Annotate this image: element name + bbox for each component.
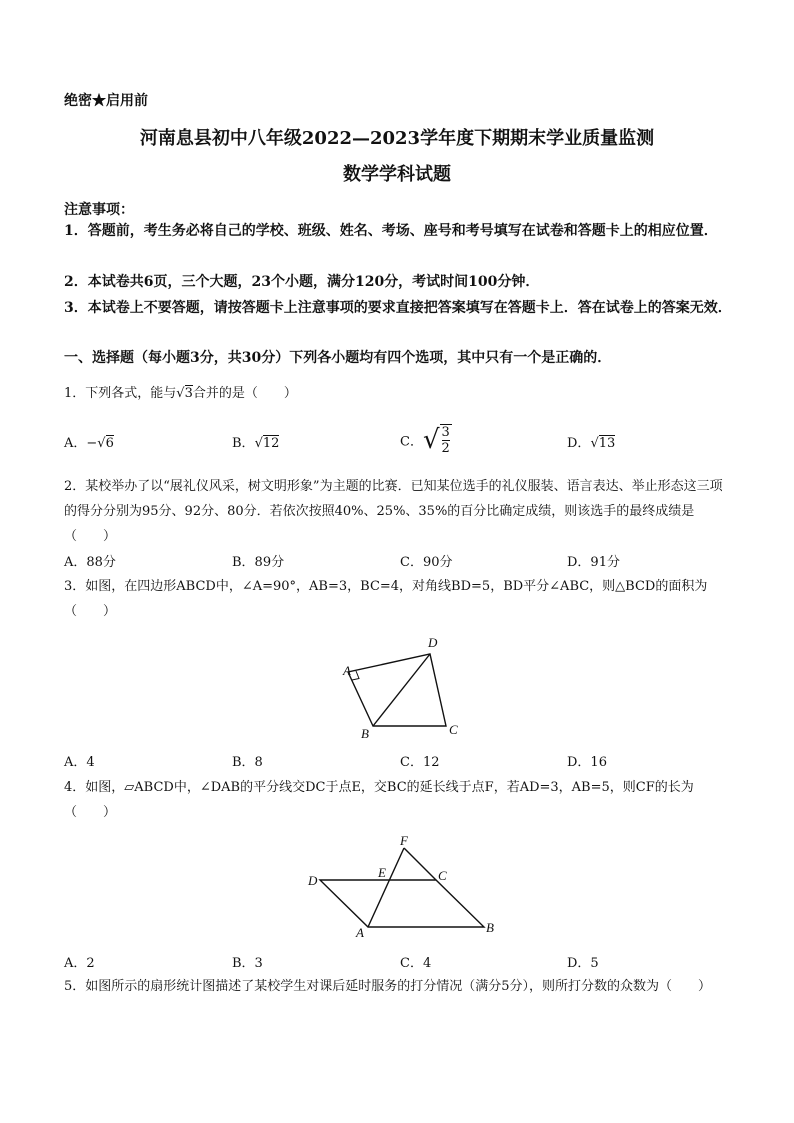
quadrilateral-abcd — [348, 654, 446, 726]
label-d: D — [308, 873, 318, 888]
q4-parallelogram-figure — [300, 830, 500, 942]
q4-option-b[interactable]: B．3 — [232, 956, 263, 971]
label-a: A — [343, 663, 351, 678]
right-angle-mark — [352, 671, 359, 680]
label-b: B — [361, 726, 369, 741]
parallelogram-abcd — [320, 880, 484, 927]
notes-heading: 注意事项： — [64, 202, 134, 218]
q2-option-a[interactable]: A．88分 — [64, 555, 116, 570]
sqrt-sign: √ — [97, 436, 106, 451]
fraction: $\frac{3}{2}$ — [441, 425, 450, 456]
sqrt-sign: √ — [590, 436, 599, 451]
label-f: F — [400, 833, 408, 848]
sqrt-expression — [176, 381, 193, 406]
q3-option-d[interactable]: D．16 — [567, 755, 607, 770]
sqrt-sign: √ — [176, 386, 185, 401]
exam-title: 河南息县初中八年级2022—2023学年度下期期末学业质量监测 — [139, 128, 655, 149]
q3-option-c[interactable]: C．12 — [400, 755, 440, 770]
question-3-stem: 3．如图，在四边形ABCD中，∠A=90°，AB=3，BC=4，对角线BD=5，BD平分∠ABC，则△BCD的面积为（ ） — [64, 579, 708, 619]
label-d: D — [428, 635, 438, 650]
label-c: C — [449, 722, 458, 737]
label-e: E — [378, 865, 386, 880]
bisector-af — [368, 848, 404, 927]
q1-option-d[interactable]: D．√13 — [567, 436, 616, 451]
label-a: A — [356, 925, 364, 940]
q4-option-d[interactable]: D．5 — [567, 956, 599, 971]
confidential-label: 绝密★启用前 — [64, 93, 148, 109]
note-item-2: 2．本试卷共6页，三个大题，23个小题，满分120分，考试时间100分钟． — [64, 274, 540, 290]
sqrt-sign: √ — [254, 436, 263, 451]
q1-stem-pre: 1．下列各式，能与 — [64, 386, 177, 401]
label-b: B — [486, 920, 494, 935]
question-5-stem: 5．如图所示的扇形统计图描述了某校学生对课后延时服务的打分情况（满分5分），则所打分数的众数为（ ） — [64, 979, 712, 994]
q3-option-a[interactable]: A．4 — [64, 755, 95, 770]
q1-option-c[interactable]: C．√ $\frac{3}{2}$ — [400, 425, 450, 456]
section-heading: 一、选择题（每小题3分，共30分）下列各小题均有四个选项，其中只有一个是正确的． — [64, 350, 612, 366]
q2-option-d[interactable]: D．91分 — [567, 555, 620, 570]
q3-option-b[interactable]: B．8 — [232, 755, 263, 770]
q4-option-c[interactable]: C．4 — [400, 956, 432, 971]
extension-cf — [404, 848, 436, 880]
q4-option-a[interactable]: A．2 — [64, 956, 95, 971]
question-4-stem: 4．如图，▱ABCD中，∠DAB的平分线交DC于点E，交BC的延长线于点F，若AD=3，AB=5，则CF的长为（ ） — [64, 780, 694, 820]
label-c: C — [438, 868, 447, 883]
q2-option-b[interactable]: B．89分 — [232, 555, 285, 570]
q1-option-a[interactable]: A．−√6 — [64, 436, 114, 451]
note-item-3: 3．本试卷上不要答题，请按答题卡上注意事项的要求直接把答案填写在答题卡上．答在试卷上的答案无效． — [64, 300, 732, 316]
note-item-1: 1．答题前，考生务必将自己的学校、班级、姓名、考场、座号和考号填写在试卷和答题卡上的相应位置． — [64, 223, 718, 239]
sqrt-sign: √ — [422, 425, 440, 455]
q2-option-c[interactable]: C．90分 — [400, 555, 453, 570]
exam-subject-title: 数学学科试题 — [343, 164, 451, 185]
question-1-stem — [64, 381, 732, 406]
q3-quadrilateral-figure — [330, 630, 470, 742]
question-2-stem: 2．某校举办了以“展礼仪风采，树文明形象”为主题的比赛．已知某位选手的礼仪服装、语言表达、举止形态这三项的得分分别为95分、92分、80分．若依次按照40%、25%、35%的百分比确定成绩，则该选手的最终成绩是（ ） — [64, 479, 723, 544]
q1-option-b[interactable]: B．√12 — [232, 436, 280, 451]
q1-stem-post: 合并的是（ ） — [192, 386, 297, 401]
q1-radicand: 3 — [184, 386, 193, 401]
